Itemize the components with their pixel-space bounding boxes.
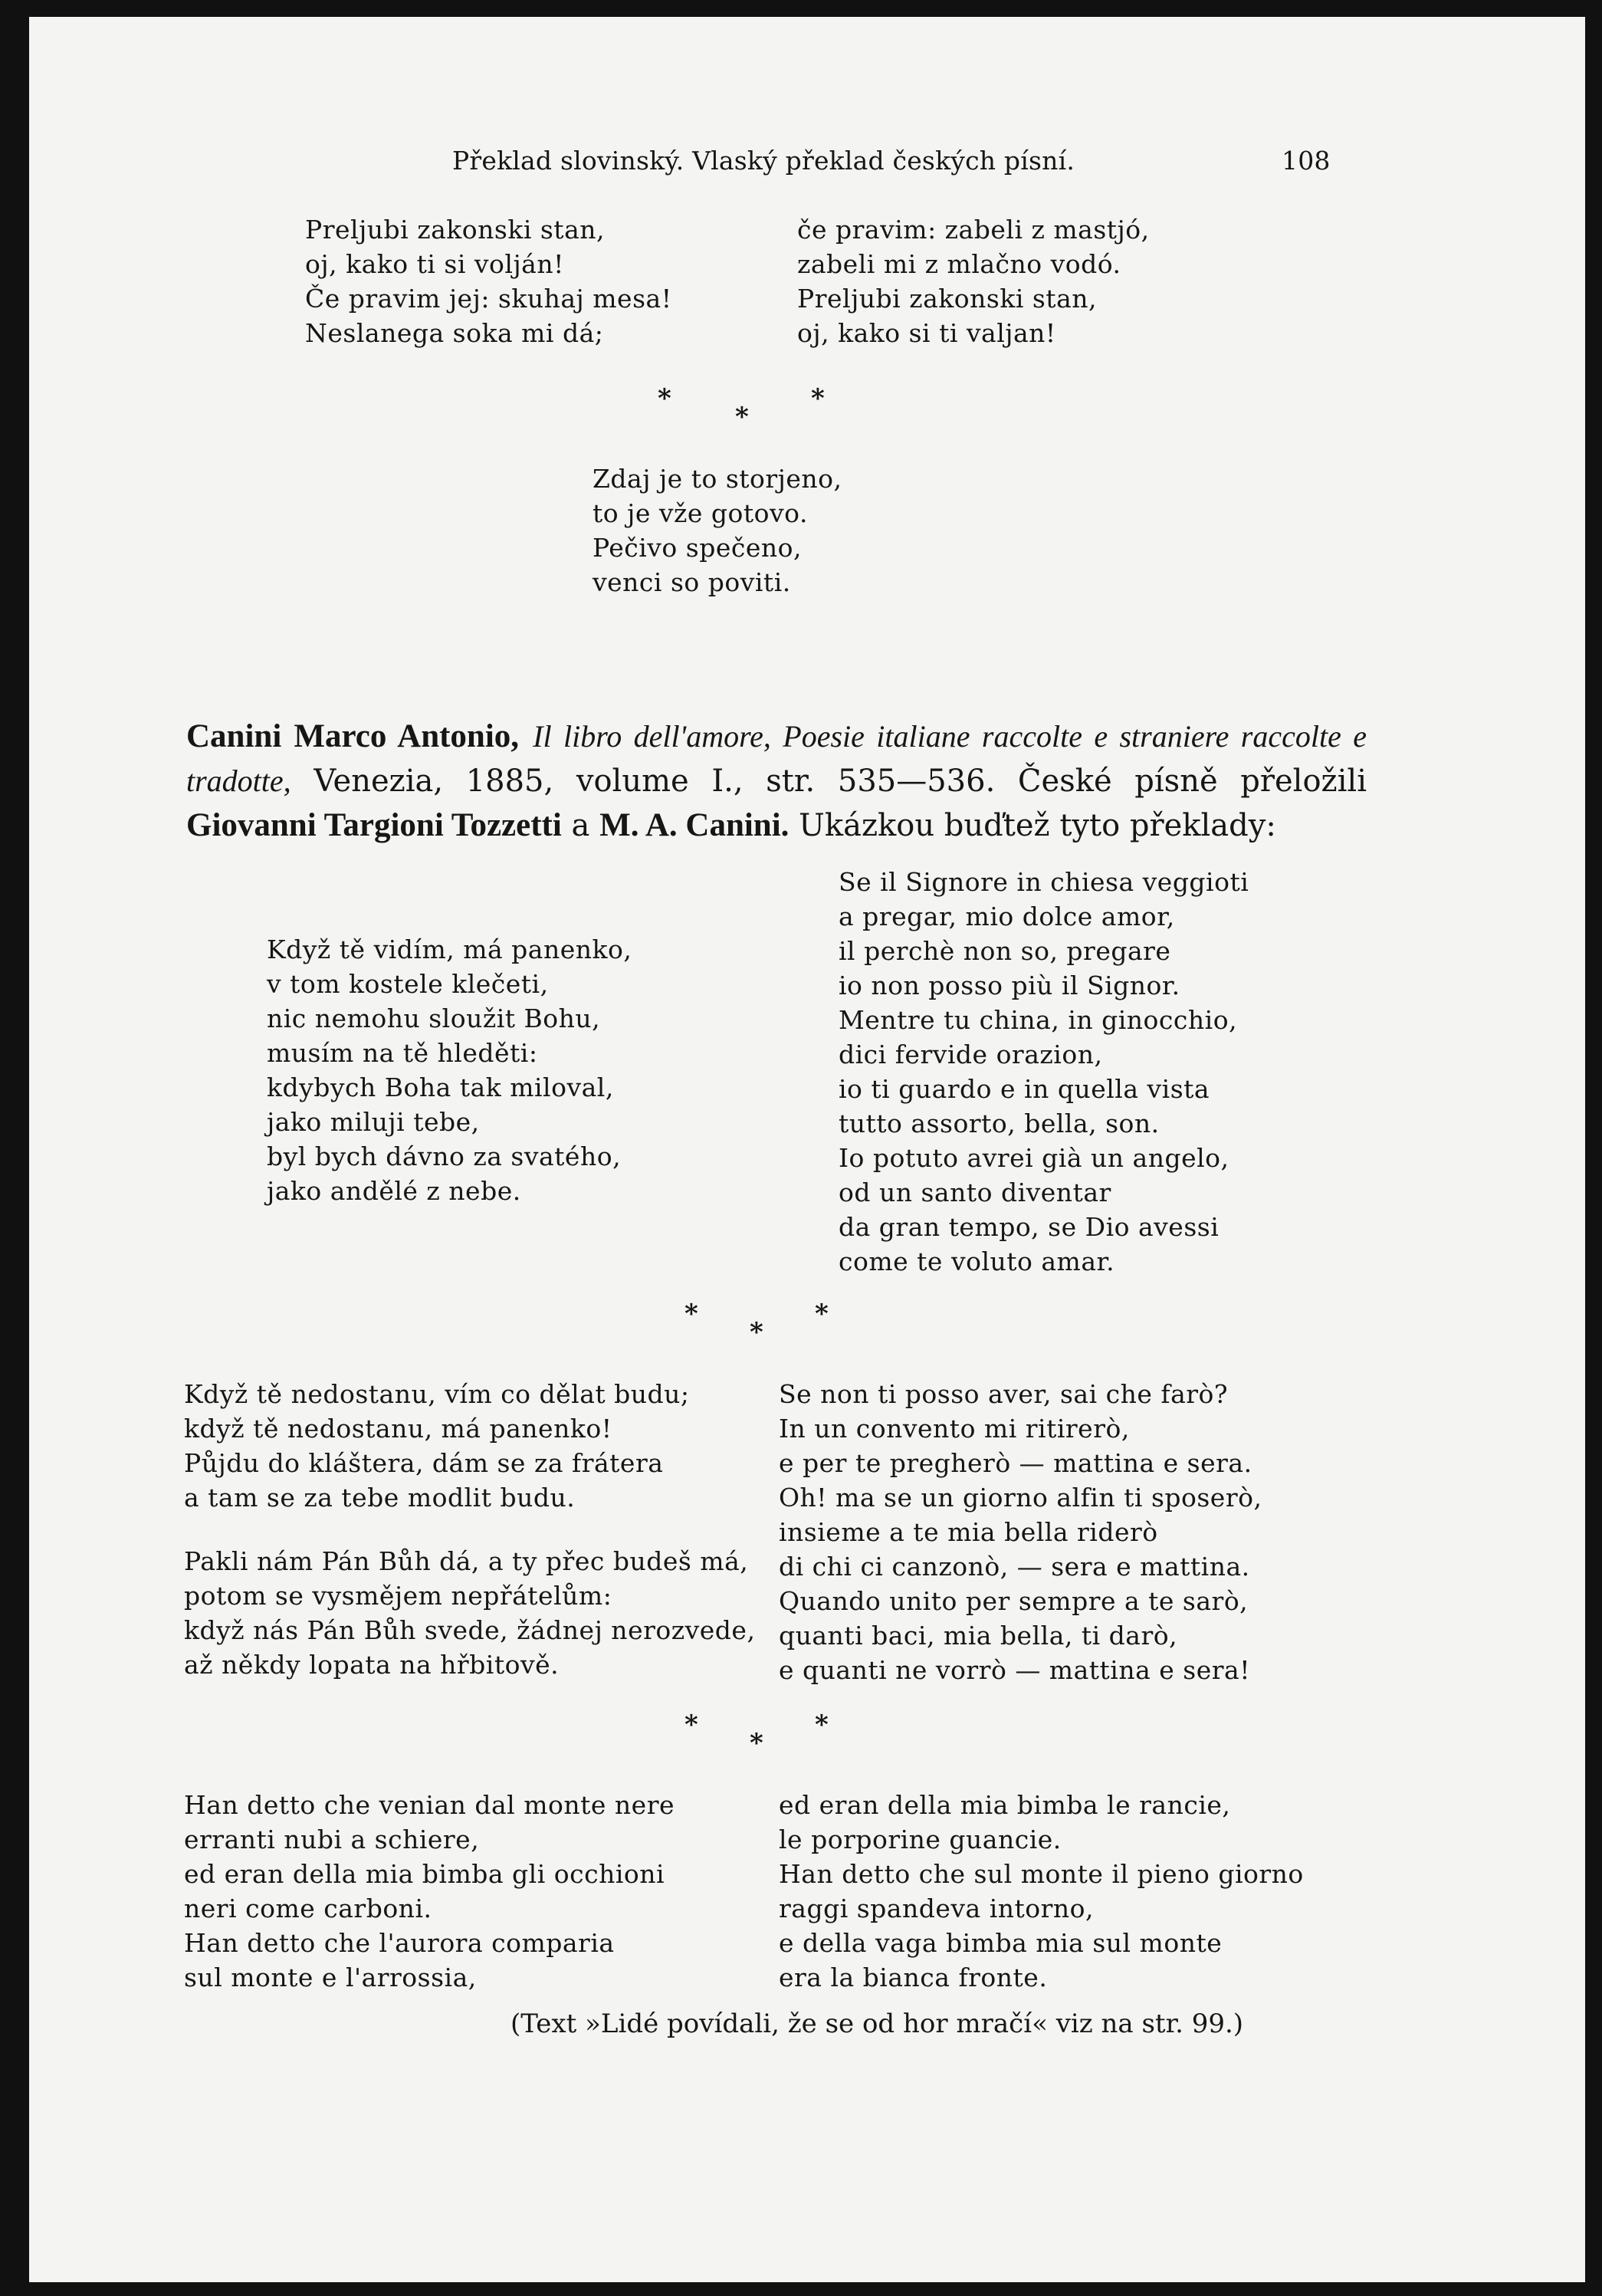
song3-left [184,1788,675,1995]
verse-line: Když tě nedostanu, vím co dělat budu; [184,1379,690,1409]
verse-line: e per te pregherò — mattina e sera. [779,1448,1252,1478]
verse-line: Io potuto avrei già un angelo, [839,1143,1229,1173]
slovene-verse-left [305,212,671,350]
song2-czech-stanza2 [184,1544,755,1682]
verse-line: když tě nedostanu, má panenko! [184,1414,612,1444]
canini-bibliography-paragraph [186,714,1367,848]
verse-line: v tom kostele klečeti, [267,969,549,999]
asterisk: * [684,1710,698,1740]
verse-line: io ti guardo e in quella vista [839,1074,1210,1104]
verse-line: Han detto che venian dal monte nere [184,1790,675,1820]
book-page [29,17,1585,2282]
verse-line: zabeli mi z mlačno vodó. [797,249,1121,279]
verse-line: Když tě vidím, má panenko, [267,934,632,964]
verse-line: le porporine guancie. [779,1825,1062,1854]
verse-line: neri come carboni. [184,1894,432,1923]
asterisk: * [811,383,825,414]
verse-line: raggi spandeva intorno, [779,1894,1095,1923]
verse-line: Han detto che sul monte il pieno giorno [779,1859,1304,1889]
verse-line: Neslanega soka mi dá; [305,318,604,348]
verse-line: musím na tě hleděti: [267,1038,538,1068]
verse-line: di chi ci canzonò, — sera e mattina. [779,1552,1250,1582]
verse-line: Pakli nám Pán Bůh dá, a ty přec budeš má, [184,1546,749,1576]
asterisk: * [684,1299,698,1329]
verse-line: Quando unito per sempre a te sarò, [779,1586,1249,1616]
verse-line: až někdy lopata na hřbitově. [184,1650,560,1680]
conjunction: a [571,808,590,843]
author-name: Canini Marco Antonio, [186,718,520,754]
verse-line: Se il Signore in chiesa veggioti [839,867,1249,897]
verse-line: come te voluto amar. [839,1247,1115,1276]
verse-line: venci so poviti. [593,567,791,597]
verse-line: Se non ti posso aver, sai che farò? [779,1379,1229,1409]
verse-line: Půjdu do kláštera, dám se za frátera [184,1448,664,1478]
book-title: Il libro dell'amore, Poesie italiane raccolte e straniere raccolte e tradotte, [186,719,1367,798]
verse-line: io non posso più il Signor. [839,971,1180,1000]
cross-reference-note: (Text »Lidé povídali, že se od hor mračí« viz na str. 99.) [510,2009,1244,2039]
verse-line: Če pravim jej: skuhaj mesa! [305,284,672,314]
verse-line: a pregar, mio dolce amor, [839,902,1175,931]
verse-line: tutto assorto, bella, son. [839,1109,1160,1138]
verse-line: Preljubi zakonski stan, [797,284,1097,314]
verse-line: e quanti ne vorrò — mattina e sera! [779,1655,1250,1685]
song2-czech-stanza1 [184,1377,690,1515]
verse-line: ed eran della mia bimba gli occhioni [184,1859,665,1889]
asterisk: * [735,402,749,432]
song1-czech [267,932,632,1208]
verse-line: jako miluji tebe, [267,1107,480,1137]
verse-line: ed eran della mia bimba le rancie, [779,1790,1231,1820]
verse-line: Preljubi zakonski stan, [305,215,605,245]
song2-italian [779,1377,1262,1687]
translated-prefix: České písně přeložili [1017,764,1367,799]
verse-line: Mentre tu china, in ginocchio, [839,1005,1238,1035]
translator-name: Giovanni Targioni Tozzetti [186,807,562,843]
verse-line: a tam se za tebe modlit budu. [184,1483,576,1513]
verse-line: nic nemohu sloužit Bohu, [267,1003,601,1033]
slovene-verse-right [797,212,1150,350]
translator-name: M. A. Canini. [599,807,790,843]
asterisk: * [815,1710,829,1740]
verse-line: In un convento mi ritirerò, [779,1414,1130,1444]
asterisk: * [658,383,671,414]
asterisk: * [815,1299,829,1329]
verse-line: když nás Pán Bůh svede, žádnej nerozvede, [184,1615,756,1645]
running-header: Překlad slovinský. Vlaský překlad českých písní. [452,146,1075,176]
verse-line: kdybych Boha tak miloval, [267,1072,614,1102]
publication-details: Venezia, 1885, volume I., str. 535—536. [314,764,996,799]
verse-line: byl bych dávno za svatého, [267,1141,622,1171]
closing-text: Ukázkou buďtež tyto překlady: [799,808,1276,843]
verse-line: če pravim: zabeli z mastjó, [797,215,1150,245]
verse-line: jako andělé z nebe. [267,1176,521,1206]
asterisk: * [750,1728,763,1759]
verse-line: era la bianca fronte. [779,1963,1048,1992]
verse-line: sul monte e l'arrossia, [184,1963,477,1992]
verse-line: quanti baci, mia bella, ti darò, [779,1621,1178,1651]
verse-line: Zdaj je to storjeno, [593,464,842,494]
verse-line: Oh! ma se un giorno alfin ti sposerò, [779,1483,1262,1513]
verse-line: e della vaga bimba mia sul monte [779,1928,1223,1958]
verse-line: Han detto che l'aurora comparia [184,1928,615,1958]
song3-right [779,1788,1304,1995]
verse-line: erranti nubi a schiere, [184,1825,480,1854]
verse-line: oj, kako ti si volján! [305,249,564,279]
verse-line: Pečivo spečeno, [593,533,802,563]
asterisk: * [750,1317,763,1348]
verse-line: od un santo diventar [839,1178,1111,1207]
verse-line: potom se vysmějem nepřátelům: [184,1581,612,1611]
slovene-verse-center [593,461,842,599]
verse-line: dici fervide orazion, [839,1040,1103,1069]
page-number: 108 [1282,146,1331,176]
verse-line: oj, kako si ti valjan! [797,318,1056,348]
song1-italian [839,865,1249,1279]
verse-line: da gran tempo, se Dio avessi [839,1212,1220,1242]
verse-line: insieme a te mia bella riderò [779,1517,1158,1547]
verse-line: to je vže gotovo. [593,498,808,528]
verse-line: il perchè non so, pregare [839,936,1171,966]
